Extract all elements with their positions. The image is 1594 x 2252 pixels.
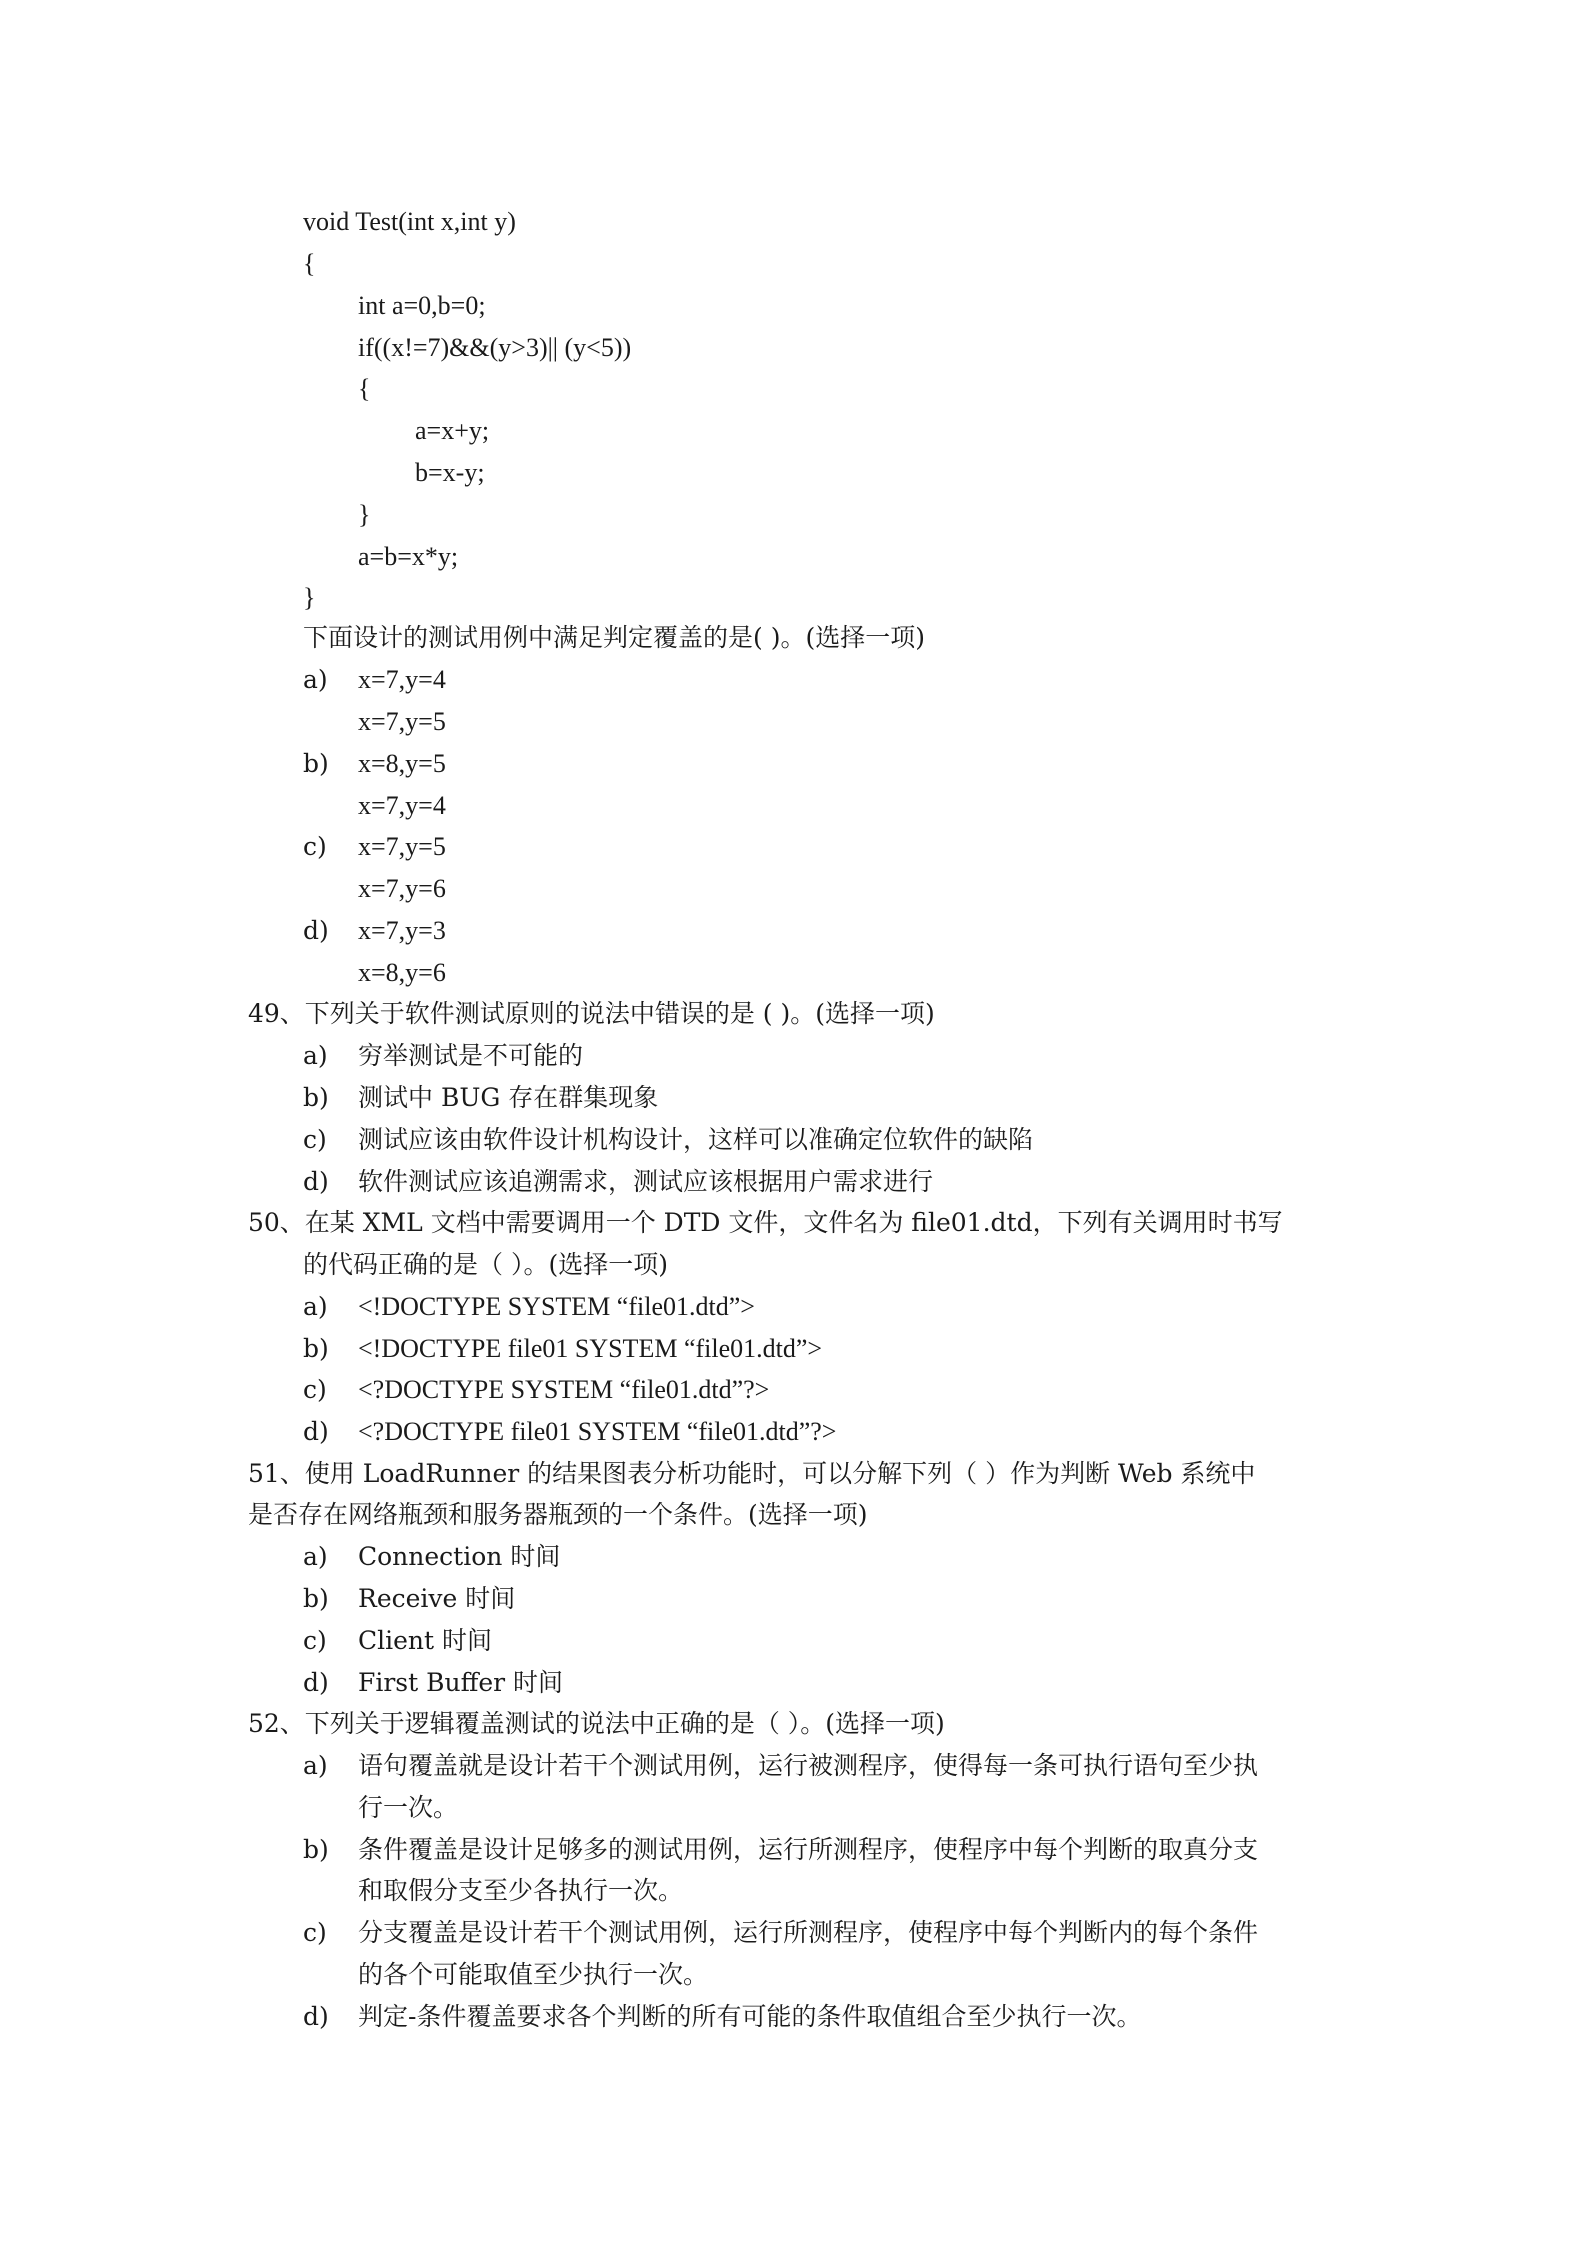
option-label: d) <box>303 916 329 945</box>
option-text: 判定-条件覆盖要求各个判断的所有可能的条件取值组合至少执行一次。 <box>358 2002 1142 2031</box>
option-text: <!DOCTYPE file01 SYSTEM “file01.dtd”> <box>358 1334 823 1363</box>
option-text: 测试应该由软件设计机构设计，这样可以准确定位软件的缺陷 <box>358 1125 1034 1154</box>
option-text: Client 时间 <box>358 1626 493 1655</box>
option-text: <!DOCTYPE SYSTEM “file01.dtd”> <box>358 1292 755 1321</box>
option-text: x=7,y=4 <box>358 791 446 820</box>
option-text: x=7,y=5 <box>358 707 446 736</box>
code-line: { <box>358 374 371 403</box>
option-label: c) <box>303 1125 327 1154</box>
option-text: 条件覆盖是设计足够多的测试用例，运行所测程序，使程序中每个判断的取真分支 <box>358 1835 1259 1864</box>
question-stem: 49、下列关于软件测试原则的说法中错误的是 ( )。(选择一项) <box>248 999 935 1028</box>
code-line: } <box>303 583 316 612</box>
code-line: if((x!=7)&&(y>3)|| (y<5)) <box>358 333 632 362</box>
option-text: 分支覆盖是设计若干个测试用例，运行所测程序，使程序中每个判断内的每个条件 <box>358 1918 1259 1947</box>
option-text: <?DOCTYPE SYSTEM “file01.dtd”?> <box>358 1375 770 1404</box>
option-label: b) <box>303 1835 329 1864</box>
option-text: 和取假分支至少各执行一次。 <box>358 1876 684 1905</box>
option-label: d) <box>303 1417 329 1446</box>
option-text: 的各个可能取值至少执行一次。 <box>358 1960 709 1989</box>
option-text: Receive 时间 <box>358 1584 516 1613</box>
option-label: c) <box>303 1918 327 1947</box>
option-text: x=8,y=6 <box>358 958 446 987</box>
option-label: a) <box>303 1542 328 1571</box>
option-label: b) <box>303 1584 329 1613</box>
option-label: d) <box>303 2002 329 2031</box>
question-stem: 52、下列关于逻辑覆盖测试的说法中正确的是（ ）。(选择一项) <box>248 1709 945 1738</box>
option-label: c) <box>303 1626 327 1655</box>
code-line: b=x-y; <box>415 458 485 487</box>
option-text: x=7,y=6 <box>358 874 446 903</box>
question-stem: 下面设计的测试用例中满足判定覆盖的是( )。(选择一项) <box>303 623 925 652</box>
option-text: x=7,y=3 <box>358 916 446 945</box>
option-text: 行一次。 <box>358 1793 459 1822</box>
option-text: 语句覆盖就是设计若干个测试用例，运行被测程序，使得每一条可执行语句至少执 <box>358 1751 1259 1780</box>
option-text: 穷举测试是不可能的 <box>358 1041 584 1070</box>
option-label: b) <box>303 1083 329 1112</box>
option-text: 软件测试应该追溯需求，测试应该根据用户需求进行 <box>358 1167 934 1196</box>
code-line: { <box>303 249 316 278</box>
question-stem: 50、在某 XML 文档中需要调用一个 DTD 文件，文件名为 file01.dtd，下列有关调用时书写 <box>248 1208 1283 1237</box>
option-text: Connection 时间 <box>358 1542 561 1571</box>
question-stem: 51、使用 LoadRunner 的结果图表分析功能时，可以分解下列（ ）作为判断 Web 系统中 <box>248 1459 1256 1488</box>
code-line: a=b=x*y; <box>358 542 459 571</box>
option-label: c) <box>303 1375 327 1404</box>
option-text: x=8,y=5 <box>358 749 446 778</box>
option-text: x=7,y=4 <box>358 665 446 694</box>
option-label: b) <box>303 749 329 778</box>
option-text: x=7,y=5 <box>358 832 446 861</box>
code-line: a=x+y; <box>415 416 490 445</box>
option-text: <?DOCTYPE file01 SYSTEM “file01.dtd”?> <box>358 1417 837 1446</box>
question-stem: 是否存在网络瓶颈和服务器瓶颈的一个条件。(选择一项) <box>248 1500 868 1529</box>
option-text: 测试中 BUG 存在群集现象 <box>358 1083 659 1112</box>
option-label: a) <box>303 1292 328 1321</box>
option-label: b) <box>303 1334 329 1363</box>
option-label: d) <box>303 1167 329 1196</box>
option-label: d) <box>303 1668 329 1697</box>
code-line: void Test(int x,int y) <box>303 207 516 236</box>
code-line: int a=0,b=0; <box>358 291 486 320</box>
code-line: } <box>358 500 371 529</box>
question-stem: 的代码正确的是（ ）。(选择一项) <box>303 1250 668 1279</box>
option-label: c) <box>303 832 327 861</box>
option-label: a) <box>303 1751 328 1780</box>
option-label: a) <box>303 1041 328 1070</box>
option-label: a) <box>303 665 328 694</box>
option-text: First Buffer 时间 <box>358 1668 564 1697</box>
